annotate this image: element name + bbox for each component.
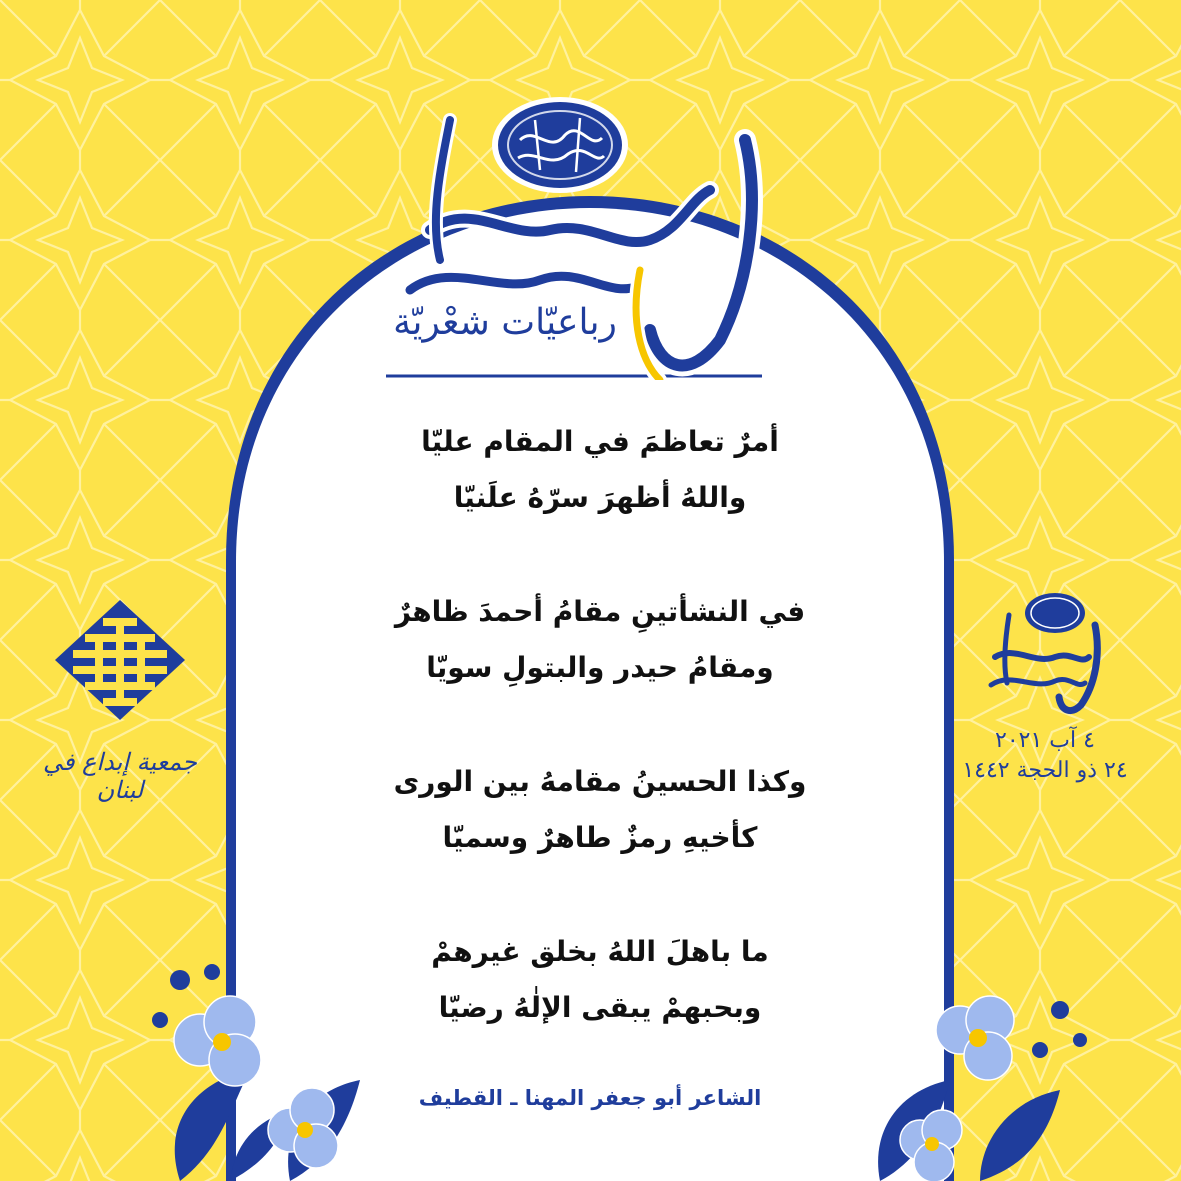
poem-line: وكذا الحسينُ مقامهُ بين الورى [393, 765, 807, 798]
poem-stanza [300, 754, 900, 866]
poem-stanza [300, 584, 900, 696]
event-logo [985, 585, 1105, 715]
poem-line: في النشأتينِ مقامُ أحمدَ ظاهرٌ [394, 595, 806, 628]
date-hijri: ٢٤ ذو الحجة ١٤٤٢ [962, 758, 1128, 783]
poem-line: وبحبهمْ يبقى الإلٰهُ رضيّا [438, 991, 762, 1024]
poem-line: كأخيهِ رمزٌ طاهرٌ وسميّا [442, 821, 758, 854]
poem-line: واللهُ أظهرَ سرّهُ علَنيّا [453, 481, 747, 514]
association-name: جمعية إبداع في لبنان [42, 748, 198, 804]
date-gregorian: ٤ آب ٢٠٢١ [995, 728, 1095, 753]
poem-stanza [300, 924, 900, 1036]
poem-line: ما باهلَ اللهُ بخلق غيرهمْ [431, 935, 769, 968]
association-kufic-logo [55, 600, 185, 720]
poem-line: ومقامُ حيدر والبتولِ سويّا [426, 651, 774, 684]
flowers-left-decoration [140, 960, 380, 1181]
poem-line: أمرٌ تعاظمَ في المقام عليّا [421, 425, 779, 458]
subtitle: رباعيّات شعْريّة [393, 302, 617, 343]
poet-credit: الشاعر أبو جعفر المهنا ـ القطيف [418, 1086, 762, 1110]
poem-stanza [300, 414, 900, 526]
flowers-right-decoration [860, 990, 1100, 1181]
names-seal-medallion [492, 97, 628, 193]
